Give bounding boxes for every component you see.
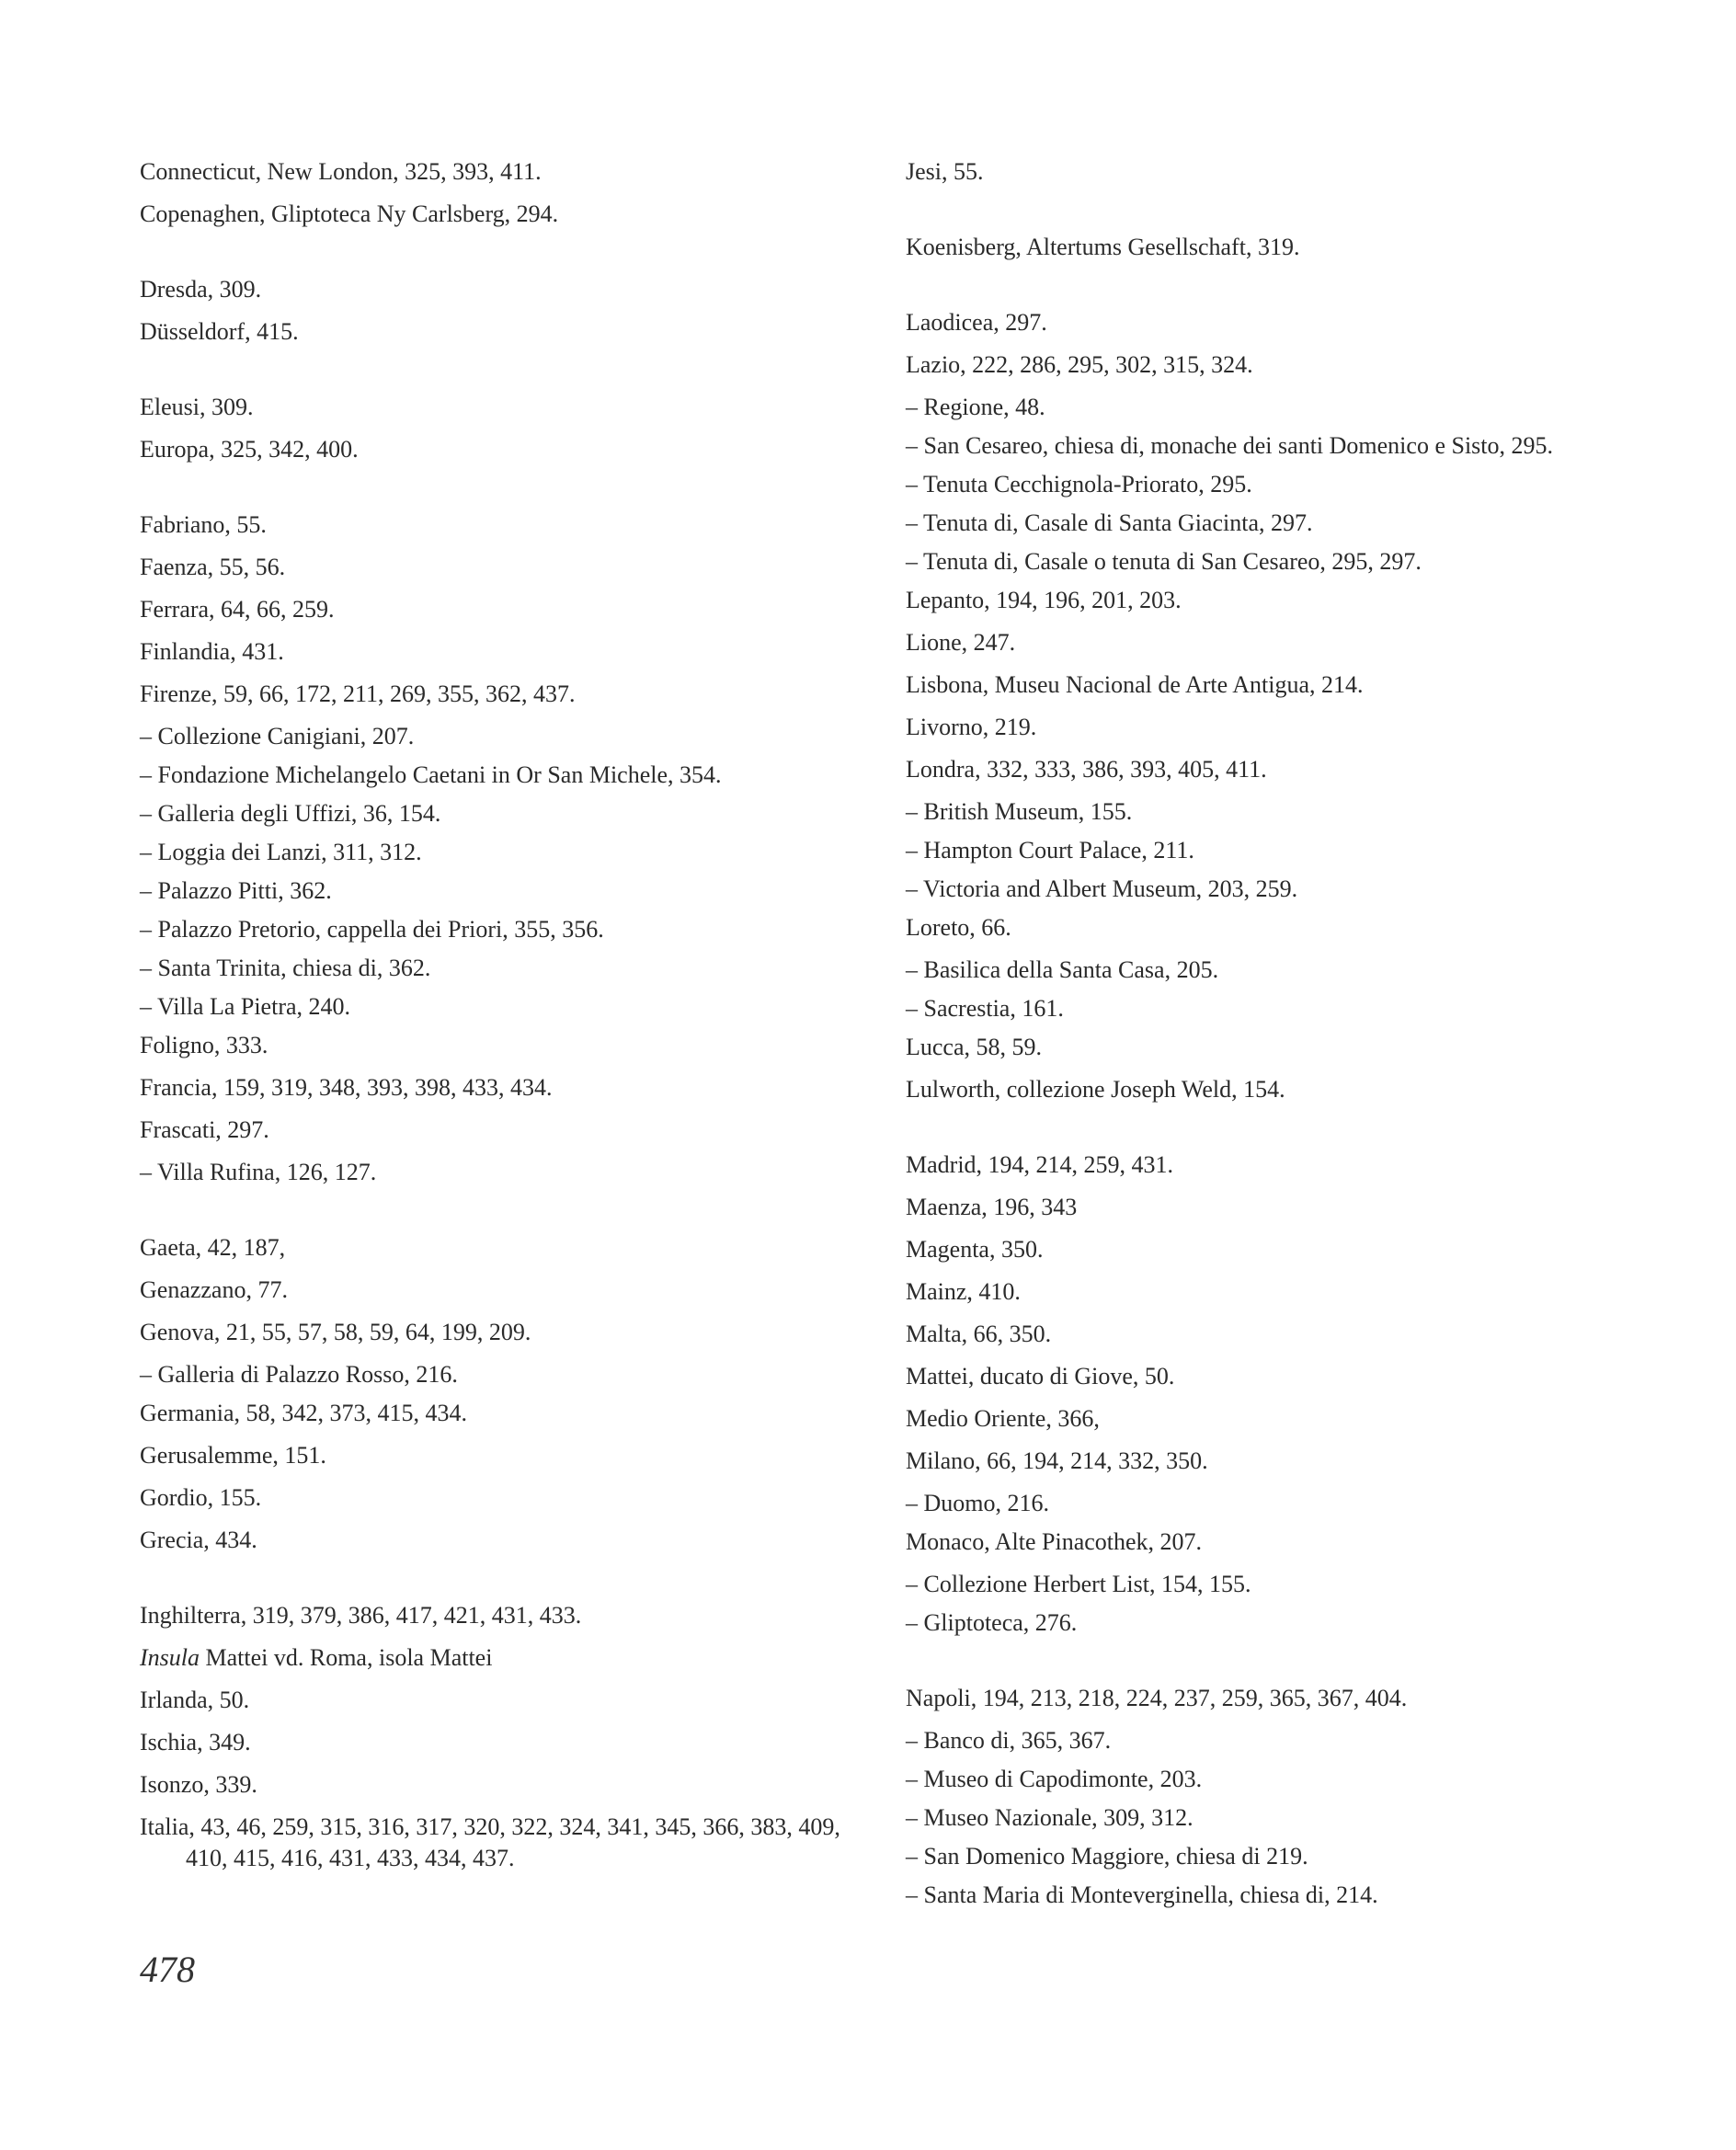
index-entry: Fabriano, 55. (140, 511, 267, 538)
page-number: 478 (140, 1949, 195, 1990)
index-entry: Italia, 43, 46, 259, 315, 316, 317, 320, 322, 324, 341, 345, 366, 383, 409, 410, 415, 416, 431, 433, 434, 437. (140, 1813, 840, 1871)
index-entry: Livorno, 219. (906, 714, 1037, 740)
index-subentry: – San Domenico Maggiore, chiesa di 219. (906, 1843, 1308, 1870)
index-subentry: – Victoria and Albert Museum, 203, 259. (906, 875, 1298, 902)
index-entry: Francia, 159, 319, 348, 393, 398, 433, 434. (140, 1074, 553, 1101)
index-subentry: – Collezione Canigiani, 207. (140, 723, 415, 749)
index-entry: Napoli, 194, 213, 218, 224, 237, 259, 365, 367, 404. (906, 1685, 1408, 1711)
index-entry: Gerusalemme, 151. (140, 1442, 326, 1469)
index-entry: Lione, 247. (906, 629, 1016, 656)
index-subentry: – Palazzo Pitti, 362. (140, 877, 332, 904)
index-subentry: – British Museum, 155. (906, 798, 1133, 825)
index-subentry: – Galleria degli Uffizi, 36, 154. (140, 800, 441, 827)
index-entry: Dresda, 309. (140, 276, 262, 303)
index-entry: Koenisberg, Altertums Gesellschaft, 319. (906, 234, 1300, 260)
index-entry: Finlandia, 431. (140, 638, 284, 665)
index-entry: Lulworth, collezione Joseph Weld, 154. (906, 1076, 1285, 1103)
index-subentry: – Duomo, 216. (906, 1490, 1049, 1516)
index-entry-italic-term: Insula (140, 1644, 200, 1671)
index-entry: Lazio, 222, 286, 295, 302, 315, 324. (906, 351, 1253, 378)
index-entry: Europa, 325, 342, 400. (140, 436, 359, 463)
index-entry-text: Mattei vd. Roma, isola Mattei (200, 1644, 493, 1671)
index-entry: Firenze, 59, 66, 172, 211, 269, 355, 362, 437. (140, 680, 576, 707)
index-entry: Ferrara, 64, 66, 259. (140, 596, 335, 623)
index-entry: Düsseldorf, 415. (140, 318, 299, 345)
index-subentry: – Loggia dei Lanzi, 311, 312. (140, 839, 422, 865)
index-column-left (140, 156, 848, 1885)
index-column-right (906, 156, 1605, 1918)
index-entry: Milano, 66, 194, 214, 332, 350. (906, 1447, 1208, 1474)
index-subentry: – Tenuta Cecchignola-Priorato, 295. (906, 471, 1252, 497)
index-subentry: – Villa Rufina, 126, 127. (140, 1159, 377, 1185)
index-entry: Monaco, Alte Pinacothek, 207. (906, 1528, 1203, 1555)
index-entry: Gaeta, 42, 187, (140, 1234, 286, 1261)
index-subentry: – Tenuta di, Casale di Santa Giacinta, 297. (906, 509, 1313, 536)
index-entry: Foligno, 333. (140, 1032, 268, 1058)
index-entry: Frascati, 297. (140, 1116, 269, 1143)
index-entry: Lepanto, 194, 196, 201, 203. (906, 587, 1182, 613)
index-entry: Inghilterra, 319, 379, 386, 417, 421, 431, 433. (140, 1602, 582, 1629)
index-entry: Madrid, 194, 214, 259, 431. (906, 1151, 1174, 1178)
index-subentry: – Santa Trinita, chiesa di, 362. (140, 955, 431, 981)
index-subentry: – Santa Maria di Monteverginella, chiesa di, 214. (906, 1881, 1378, 1908)
index-entry: Genova, 21, 55, 57, 58, 59, 64, 199, 209. (140, 1319, 531, 1345)
index-subentry: – Banco di, 365, 367. (906, 1727, 1112, 1754)
index-entry: Maenza, 196, 343 (906, 1194, 1078, 1220)
index-entry: Isonzo, 339. (140, 1771, 257, 1798)
index-entry: Germania, 58, 342, 373, 415, 434. (140, 1400, 468, 1426)
index-subentry: – San Cesareo, chiesa di, monache dei santi Domenico e Sisto, 295. (906, 432, 1554, 459)
index-entry: Faenza, 55, 56. (140, 554, 286, 580)
index-entry: Malta, 66, 350. (906, 1321, 1052, 1347)
index-entry: Medio Oriente, 366, (906, 1405, 1100, 1432)
index-entry: Ischia, 349. (140, 1729, 251, 1755)
index-subentry: – Tenuta di, Casale o tenuta di San Cesareo, 295, 297. (906, 548, 1422, 575)
index-entry (140, 1642, 848, 1674)
index-subentry: – Museo di Capodimonte, 203. (906, 1766, 1203, 1792)
index-subentry: – Regione, 48. (906, 394, 1045, 420)
index-subentry: – Sacrestia, 161. (906, 995, 1064, 1022)
index-entry: Lisbona, Museu Nacional de Arte Antigua, 214. (906, 671, 1364, 698)
index-subentry: – Basilica della Santa Casa, 205. (906, 956, 1219, 983)
index-subentry: – Hampton Court Palace, 211. (906, 837, 1194, 863)
index-subentry: – Gliptoteca, 276. (906, 1609, 1078, 1636)
index-entry: Gordio, 155. (140, 1484, 262, 1511)
index-entry: Loreto, 66. (906, 914, 1011, 941)
index-subentry: – Museo Nazionale, 309, 312. (906, 1804, 1194, 1831)
index-entry: Grecia, 434. (140, 1527, 257, 1553)
index-entry: Magenta, 350. (906, 1236, 1044, 1263)
index-entry: Mattei, ducato di Giove, 50. (906, 1363, 1175, 1389)
index-entry: Irlanda, 50. (140, 1687, 250, 1713)
index-entry: Eleusi, 309. (140, 394, 254, 420)
index-subentry: – Galleria di Palazzo Rosso, 216. (140, 1361, 458, 1388)
index-entry: Mainz, 410. (906, 1278, 1021, 1305)
index-subentry: – Palazzo Pretorio, cappella dei Priori, 355, 356. (140, 916, 604, 943)
index-entry: Laodicea, 297. (906, 309, 1047, 336)
index-subentry: – Fondazione Michelangelo Caetani in Or San Michele, 354. (140, 761, 722, 788)
index-entry: Londra, 332, 333, 386, 393, 405, 411. (906, 756, 1267, 783)
index-entry: Jesi, 55. (906, 158, 984, 185)
index-entry: Copenaghen, Gliptoteca Ny Carlsberg, 294. (140, 200, 559, 227)
index-entry: Lucca, 58, 59. (906, 1034, 1043, 1060)
index-subentry: – Collezione Herbert List, 154, 155. (906, 1571, 1251, 1597)
index-entry: Genazzano, 77. (140, 1276, 288, 1303)
index-entry: Connecticut, New London, 325, 393, 411. (140, 158, 542, 185)
index-subentry: – Villa La Pietra, 240. (140, 993, 351, 1020)
